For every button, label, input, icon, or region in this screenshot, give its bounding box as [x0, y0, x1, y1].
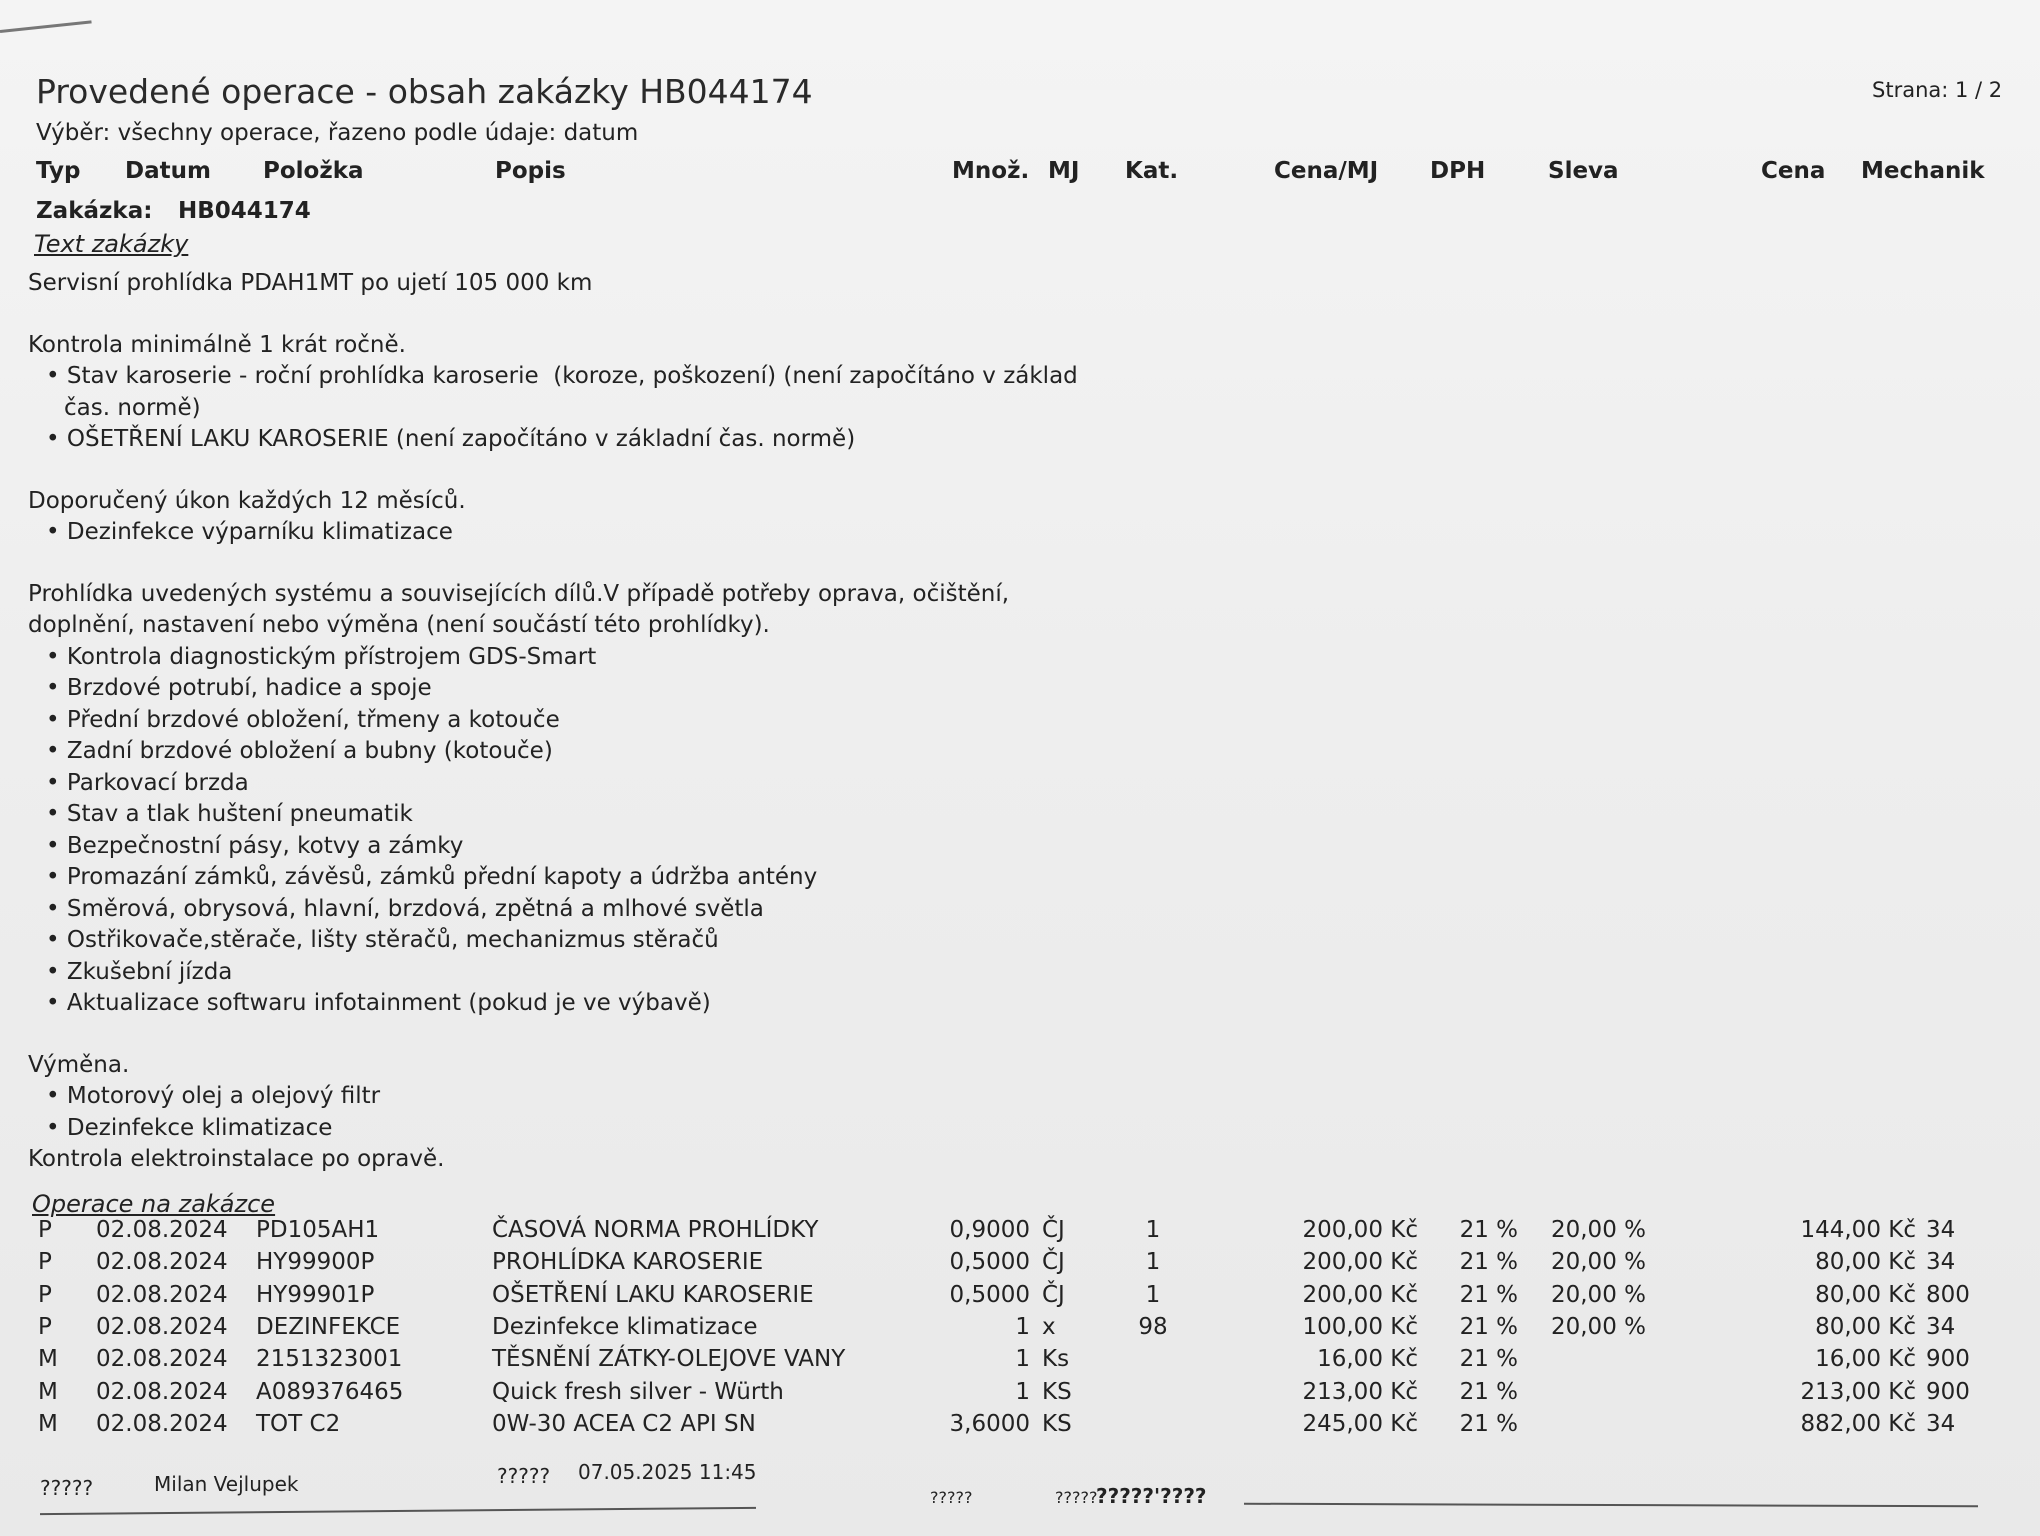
text-line: Kontrola minimálně 1 krát ročně. [28, 331, 406, 358]
cell-date: 02.08.2024 [96, 1314, 228, 1341]
cell-unit: ČJ [1042, 1249, 1065, 1276]
cell-category: 1 [1145, 1281, 1161, 1308]
cell-unit: ČJ [1042, 1281, 1065, 1308]
cell-discount: 20,00 % [1550, 1314, 1646, 1341]
cell-discount: 20,00 % [1550, 1217, 1646, 1244]
cell-mechanic: 800 [1926, 1281, 1970, 1308]
col-header-dph: DPH [1430, 158, 1486, 184]
bullet-item: • Bezpečnostní pásy, kotvy a zámky [28, 831, 1028, 863]
footer-user-name: Milan Vejlupek [154, 1472, 299, 1496]
cell-description: 0W-30 ACEA C2 API SN [492, 1410, 756, 1437]
cell-typ: P [38, 1249, 52, 1276]
cell-unit-price: 200,00 Kč [1302, 1281, 1418, 1308]
footer-datetime: 07.05.2025 11:45 [578, 1460, 757, 1484]
cell-description: Quick fresh silver - Würth [492, 1378, 784, 1405]
cell-date: 02.08.2024 [96, 1346, 228, 1373]
cell-price: 144,00 Kč [1800, 1217, 1916, 1244]
cell-description: OŠETŘENÍ LAKU KAROSERIE [492, 1281, 814, 1308]
bullet-item: • OŠETŘENÍ LAKU KAROSERIE (není započítáno v základní čas. normě) [28, 424, 1028, 456]
bullet-item: • Přední brzdové obložení, třmeny a kotouče [28, 705, 1028, 737]
spacer [28, 1020, 1028, 1050]
col-header-cena: Cena [1761, 158, 1826, 184]
cell-date: 02.08.2024 [96, 1281, 228, 1308]
order-row [36, 198, 311, 224]
cell-quantity: 0,9000 [949, 1217, 1030, 1244]
table-row [38, 1246, 1996, 1278]
cell-mechanic: 34 [1926, 1249, 1956, 1276]
footer-label: ????? [40, 1476, 94, 1500]
selection-criteria: Výběr: všechny operace, řazeno podle údaje: datum [36, 120, 639, 146]
cell-price: 80,00 Kč [1815, 1249, 1916, 1276]
cell-unit: KS [1042, 1410, 1072, 1437]
table-row [38, 1375, 1996, 1407]
cell-vat: 21 % [1459, 1410, 1518, 1437]
cell-description: PROHLÍDKA KAROSERIE [492, 1249, 764, 1276]
bullet-item: • Aktualizace softwaru infotainment (pokud je ve výbavě) [28, 988, 1028, 1020]
bullet-item: • Brzdové potrubí, hadice a spoje [28, 673, 1028, 705]
cell-item: A089376465 [256, 1378, 404, 1405]
cell-unit: x [1042, 1314, 1056, 1341]
cell-mechanic: 34 [1926, 1314, 1956, 1341]
cell-vat: 21 % [1459, 1281, 1518, 1308]
cell-price: 882,00 Kč [1800, 1410, 1916, 1437]
cell-unit-price: 100,00 Kč [1302, 1314, 1418, 1341]
cell-category: 98 [1138, 1314, 1168, 1341]
col-header-datum: Datum [125, 158, 211, 184]
cell-mechanic: 900 [1926, 1346, 1970, 1373]
col-header-kat: Kat. [1125, 158, 1179, 184]
operations-heading: Operace na zakázce [32, 1190, 276, 1218]
bullet-item: • Zkušební jízda [28, 957, 1028, 989]
cell-item: HY99900P [256, 1249, 375, 1276]
cell-description: TĚSNĚNÍ ZÁTKY-OLEJOVE VANY [492, 1346, 846, 1373]
cell-description: ČASOVÁ NORMA PROHLÍDKY [492, 1217, 819, 1244]
cell-item: DEZINFEKCE [256, 1314, 401, 1341]
cell-unit: ČJ [1042, 1217, 1065, 1244]
col-header-mnoz: Množ. [952, 158, 1030, 184]
bullet-item: • Směrová, obrysová, hlavní, brzdová, zpětná a mlhové světla [28, 894, 1028, 926]
cell-description: Dezinfekce klimatizace [492, 1314, 758, 1341]
bullet-item: • Dezinfekce klimatizace [28, 1113, 1028, 1145]
cell-price: 80,00 Kč [1815, 1281, 1916, 1308]
cell-vat: 21 % [1459, 1346, 1518, 1373]
cell-item: 2151323001 [256, 1346, 403, 1373]
cell-item: TOT C2 [256, 1410, 341, 1437]
text-heading: Text zakázky [34, 230, 189, 258]
cell-vat: 21 % [1459, 1378, 1518, 1405]
col-header-mj: MJ [1048, 158, 1080, 184]
page-number: Strana: 1 / 2 [1872, 78, 2003, 102]
cell-quantity: 3,6000 [949, 1410, 1030, 1437]
bullet-item: • Zadní brzdové obložení a bubny (kotouče) [28, 736, 1028, 768]
table-row [38, 1279, 1996, 1311]
footer-label: ?????'???? [1096, 1484, 1207, 1508]
cell-quantity: 0,5000 [949, 1281, 1030, 1308]
footer-label: ????? [930, 1488, 973, 1507]
text-line: doplnění, nastavení nebo výměna (není součástí této prohlídky). [28, 612, 770, 638]
cell-vat: 21 % [1459, 1217, 1518, 1244]
cell-item: HY99901P [256, 1281, 375, 1308]
cell-unit-price: 245,00 Kč [1302, 1410, 1418, 1437]
bullet-item: • Stav a tlak huštení pneumatik [28, 799, 1028, 831]
signature-line [1244, 1503, 1978, 1508]
cell-date: 02.08.2024 [96, 1410, 228, 1437]
cell-category: 1 [1145, 1249, 1161, 1276]
footer-label: ????? [497, 1464, 551, 1488]
table-row [38, 1408, 1996, 1440]
cell-unit-price: 200,00 Kč [1302, 1249, 1418, 1276]
col-header-sleva: Sleva [1548, 158, 1619, 184]
cell-typ: M [38, 1410, 58, 1437]
signature-line [40, 1507, 756, 1515]
cell-discount: 20,00 % [1550, 1281, 1646, 1308]
cell-price: 213,00 Kč [1800, 1378, 1916, 1405]
cell-mechanic: 34 [1926, 1217, 1956, 1244]
operations-table [38, 1214, 1996, 1440]
cell-vat: 21 % [1459, 1314, 1518, 1341]
cell-quantity: 0,5000 [949, 1249, 1030, 1276]
cell-vat: 21 % [1459, 1249, 1518, 1276]
bullet-item: • Parkovací brzda [28, 768, 1028, 800]
cell-typ: P [38, 1281, 52, 1308]
cell-unit-price: 213,00 Kč [1302, 1378, 1418, 1405]
document-title: Provedené operace - obsah zakázky HB044174 [36, 72, 813, 111]
cell-mechanic: 900 [1926, 1378, 1970, 1405]
text-line: Prohlídka uvedených systému a souvisejících dílů.V případě potřeby oprava, očištění, [28, 580, 1010, 607]
cell-discount [1518, 1343, 1646, 1375]
table-row [38, 1343, 1996, 1375]
cell-price: 16,00 Kč [1815, 1346, 1916, 1373]
cell-discount: 20,00 % [1550, 1249, 1646, 1276]
bullet-item: • Motorový olej a olejový filtr [28, 1081, 1028, 1113]
table-row [38, 1214, 1996, 1246]
text-line: Kontrola elektroinstalace po opravě. [28, 1146, 445, 1172]
bullet-item: • Stav karoserie - roční prohlídka karoserie (koroze, poškození) (není započítáno v základ [28, 361, 1028, 393]
col-header-cena-mj: Cena/MJ [1274, 158, 1379, 184]
cell-quantity: 1 [1015, 1346, 1030, 1373]
cell-category [1118, 1375, 1188, 1407]
cell-typ: P [38, 1314, 52, 1341]
cell-item: PD105AH1 [256, 1217, 380, 1244]
footer-label: ????? [1055, 1488, 1098, 1507]
cell-date: 02.08.2024 [96, 1378, 228, 1405]
col-header-popis: Popis [495, 158, 566, 184]
cell-discount [1518, 1408, 1646, 1440]
cell-quantity: 1 [1015, 1378, 1030, 1405]
cell-quantity: 1 [1015, 1314, 1030, 1341]
col-header-polozka: Položka [263, 158, 364, 184]
spacer [28, 300, 1028, 330]
cell-date: 02.08.2024 [96, 1217, 228, 1244]
cell-discount [1518, 1375, 1646, 1407]
cell-price: 80,00 Kč [1815, 1314, 1916, 1341]
cell-date: 02.08.2024 [96, 1249, 228, 1276]
paper-mark [0, 20, 92, 33]
bullet-item: • Promazání zámků, závěsů, zámků přední kapoty a údržba antény [28, 862, 1028, 894]
cell-typ: M [38, 1346, 58, 1373]
bullet-item: • Kontrola diagnostickým přístrojem GDS-Smart [28, 642, 1028, 674]
order-number: HB044174 [178, 198, 311, 224]
operations-body [38, 1214, 1996, 1440]
cell-mechanic: 34 [1926, 1410, 1956, 1437]
bullet-item: • Dezinfekce výparníku klimatizace [28, 517, 1028, 549]
col-header-typ: Typ [36, 158, 81, 184]
cell-category: 1 [1145, 1217, 1161, 1244]
bullet-item: • Ostřikovače,stěrače, lišty stěračů, mechanizmus stěračů [28, 925, 1028, 957]
spacer [28, 549, 1028, 579]
cell-category [1118, 1343, 1188, 1375]
order-text [28, 268, 1078, 1176]
table-row [38, 1311, 1996, 1343]
cell-unit-price: 200,00 Kč [1302, 1217, 1418, 1244]
cell-category [1118, 1408, 1188, 1440]
cell-unit-price: 16,00 Kč [1317, 1346, 1418, 1373]
spacer [28, 456, 1028, 486]
text-line: Doporučený úkon každých 12 měsíců. [28, 487, 466, 514]
order-label: Zakázka: [36, 198, 153, 224]
cell-unit: Ks [1042, 1346, 1070, 1373]
cell-typ: P [38, 1217, 52, 1244]
col-header-mechanik: Mechanik [1861, 158, 1985, 184]
text-line: čas. normě) [64, 394, 201, 421]
cell-unit: KS [1042, 1378, 1072, 1405]
text-line: Výměna. [28, 1051, 130, 1078]
cell-typ: M [38, 1378, 58, 1405]
text-line: Servisní prohlídka PDAH1MT po ujetí 105 000 km [28, 270, 593, 296]
